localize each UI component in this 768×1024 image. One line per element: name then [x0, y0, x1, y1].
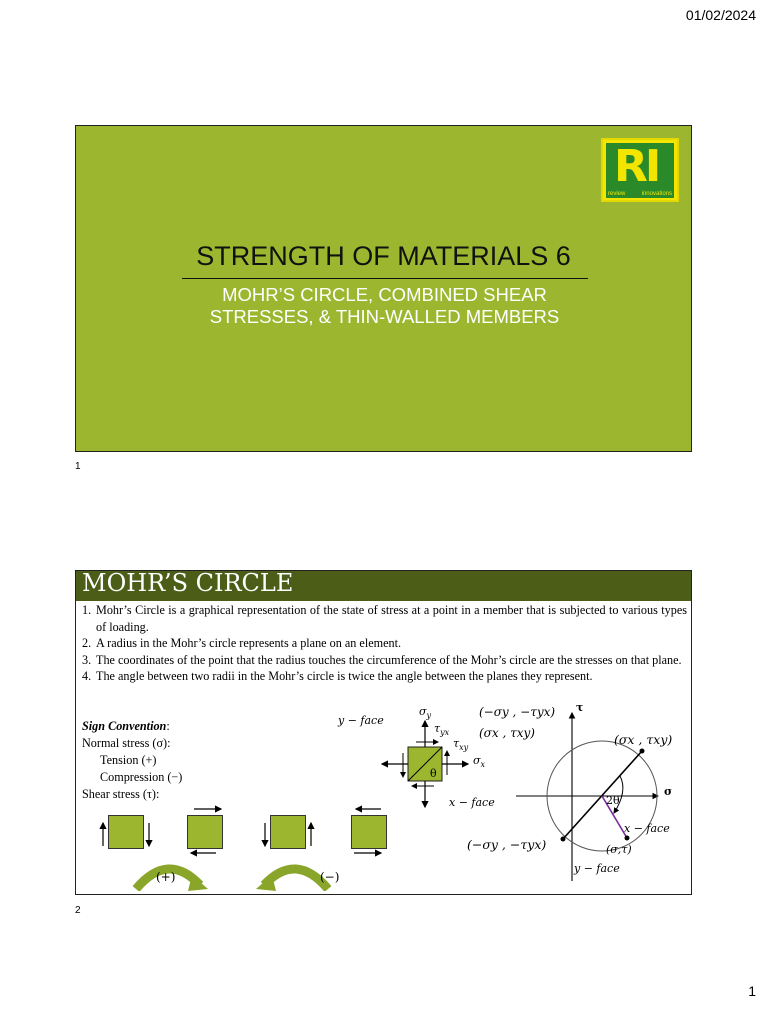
normal-stress-label: Normal stress (σ): [82, 736, 171, 750]
page-number: 1 [748, 983, 756, 999]
positive-shear-label: (+) [156, 870, 176, 884]
sigma-axis-label: σ [664, 785, 673, 798]
sigma-x-label: $\sigma_x$ [473, 754, 486, 770]
angle-label: 2θ [606, 794, 620, 807]
sign-convention: Sign Convention: Normal stress (σ): Tension (+) Compression (−) Shear stress (τ): [82, 719, 183, 801]
logo-letters: RI [614, 141, 659, 192]
title-slide [75, 125, 692, 452]
tension-label: Tension (+) [100, 753, 157, 767]
logo-text-right: innovations [641, 191, 672, 197]
mohr-y-face-label: y − face [574, 862, 620, 875]
mohr-x-face-label: x − face [624, 822, 670, 835]
list-item: 2. A radius in the Mohr’s circle represents a plane on an element. [82, 636, 402, 650]
top-pair-2: (σx , τxy) [479, 726, 535, 740]
title-divider [182, 278, 588, 279]
negative-shear-label: (−) [320, 870, 340, 884]
mohr-points-list [82, 602, 687, 685]
tau-yx-label: $\tau_{yx}$ [434, 722, 450, 738]
top-pair-1: (−σy , −τyx) [479, 705, 556, 719]
point-general-label: (σ,τ) [606, 843, 632, 856]
slide2-title: MOHR’S CIRCLE [82, 570, 294, 597]
slide1-title: STRENGTH OF MATERIALS 6 [196, 241, 571, 271]
slide2-header-bar [76, 571, 691, 601]
ri-logo [601, 138, 679, 202]
element-x-face-label: x − face [449, 796, 495, 809]
list-item: 4. The angle between two radii in the Mohr’s circle is twice the angle between the planes they represent. [82, 669, 593, 683]
sign-convention-heading: Sign Convention [82, 719, 167, 733]
mohrs-circle-slide [75, 570, 692, 895]
slide1-subtitle: MOHR’S CIRCLE, COMBINED SHEAR STRESSES, & THIN-WALLED MEMBERS [209, 284, 560, 327]
shear-arrows [76, 801, 406, 891]
element-y-face-label: y − face [338, 714, 384, 727]
header-date: 01/02/2024 [685, 7, 756, 23]
point-y-label: (−σy , −τyx) [467, 837, 547, 852]
slide-number-1: 1 [75, 461, 81, 472]
theta-label: θ [430, 767, 437, 780]
slide-number-2: 2 [75, 905, 81, 916]
list-item: 3. The coordinates of the point that the radius touches the circumference of the Mohr’s circle are the stresses on that plane. [82, 652, 682, 667]
tau-xy-label: $\tau_{xy}$ [453, 737, 469, 753]
sigma-y-label: $\sigma_y$ [419, 705, 432, 721]
tau-axis-label: τ [576, 701, 584, 714]
logo-text-left: review [608, 191, 626, 197]
shear-stress-label: Shear stress (τ): [82, 787, 160, 801]
point-x-label: (σx , τxy) [614, 732, 673, 747]
list-item: 1. Mohr’s Circle is a graphical representation of the state of stress at a point in a member that is subjected to various types of loading. [82, 603, 687, 634]
compression-label: Compression (−) [100, 770, 183, 784]
